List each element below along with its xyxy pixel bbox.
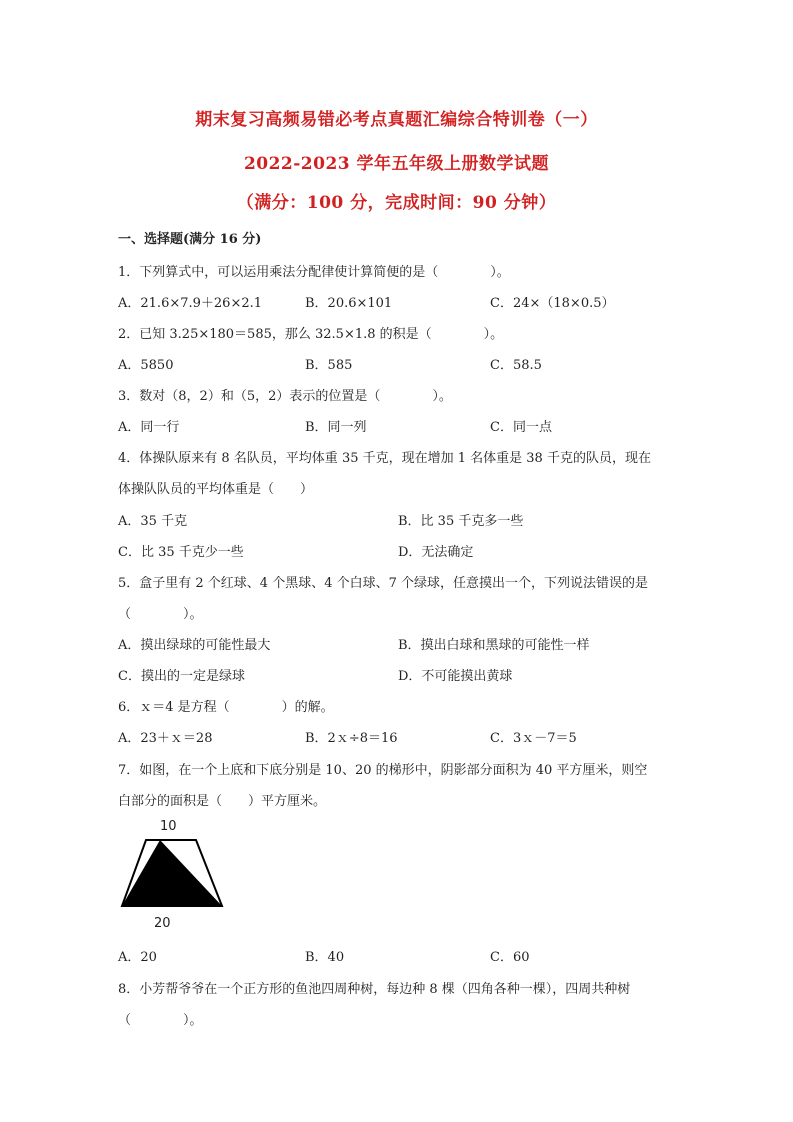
question-3-option-a: A．同一行 [118,420,180,435]
question-5-line-2: （ ）。 [118,607,203,622]
question-2-option-a: A．5850 [118,358,174,373]
question-1: 1．下列算式中，可以运用乘法分配律使计算简便的是（ ）。 [118,265,510,280]
question-4-option-b: B．比 35 千克多一些 [398,514,524,529]
question-5-line-1: 5．盒子里有 2 个红球、4 个黑球、4 个白球、7 个绿球，任意摸出一个，下列说法错误的是 [118,576,649,591]
question-4-line-1: 4．体操队原来有 8 名队员，平均体重 35 千克，现在增加 1 名体重是 38 千克的队员，现在 [118,451,651,466]
trapezoid-top-label: 10 [160,819,177,834]
question-5-option-a: A．摸出绿球的可能性最大 [118,638,271,653]
question-7-line-1: 7．如图，在一个上底和下底分别是 10、20 的梯形中，阴影部分面积为 40 平方厘米，则空 [118,763,648,778]
question-3-option-b: B．同一列 [305,420,367,435]
exam-score-time: （满分：100 分，完成时间：90 分钟） [236,193,557,213]
question-3: 3．数对（8，2）和（5，2）表示的位置是（ ）。 [118,389,452,404]
question-4-option-c: C．比 35 千克少一些 [118,545,244,560]
question-7-option-c: C．60 [490,950,530,965]
trapezoid-figure [120,838,224,910]
question-1-option-c: C．24×（18×0.5） [490,296,615,311]
question-6-option-a: A．23＋ｘ＝28 [118,731,213,746]
section-heading: 一、选择题(满分 16 分) [118,232,262,247]
question-2-option-c: C．58.5 [490,358,542,373]
question-1-option-b: B．20.6×101 [305,296,393,311]
question-2-option-b: B．585 [305,358,353,373]
question-2: 2．已知 3.25×180＝585，那么 32.5×1.8 的积是（ ）。 [118,327,504,342]
question-1-option-a: A．21.6×7.9＋26×2.1 [118,296,263,311]
question-5-option-b: B．摸出白球和黑球的可能性一样 [398,638,590,653]
question-6: 6．ｘ＝4 是方程（ ）的解。 [118,700,334,715]
question-7-line-2: 白部分的面积是（ ）平方厘米。 [118,794,327,809]
question-6-option-b: B．2ｘ÷8＝16 [305,731,398,746]
exam-title: 期末复习高频易错必考点真题汇编综合特训卷（一） [195,110,598,130]
question-4-option-a: A．35 千克 [118,514,188,529]
question-7-option-a: A．20 [118,950,157,965]
question-7-option-b: B．40 [305,950,345,965]
question-8-line-1: 8．小芳帮爷爷在一个正方形的鱼池四周种树，每边种 8 棵（四角各种一棵），四周共种树 [118,982,631,997]
question-5-option-d: D．不可能摸出黄球 [398,669,513,684]
trapezoid-bottom-label: 20 [154,916,171,931]
question-4-option-d: D．无法确定 [398,545,474,560]
question-3-option-c: C．同一点 [490,420,552,435]
question-5-option-c: C．摸出的一定是绿球 [118,669,245,684]
question-8-line-2: （ ）。 [118,1013,203,1028]
exam-subtitle: 2022-2023 学年五年级上册数学试题 [243,154,550,174]
question-6-option-c: C．3ｘ－7＝5 [490,731,577,746]
question-4-line-2: 体操队队员的平均体重是（ ） [118,482,314,497]
